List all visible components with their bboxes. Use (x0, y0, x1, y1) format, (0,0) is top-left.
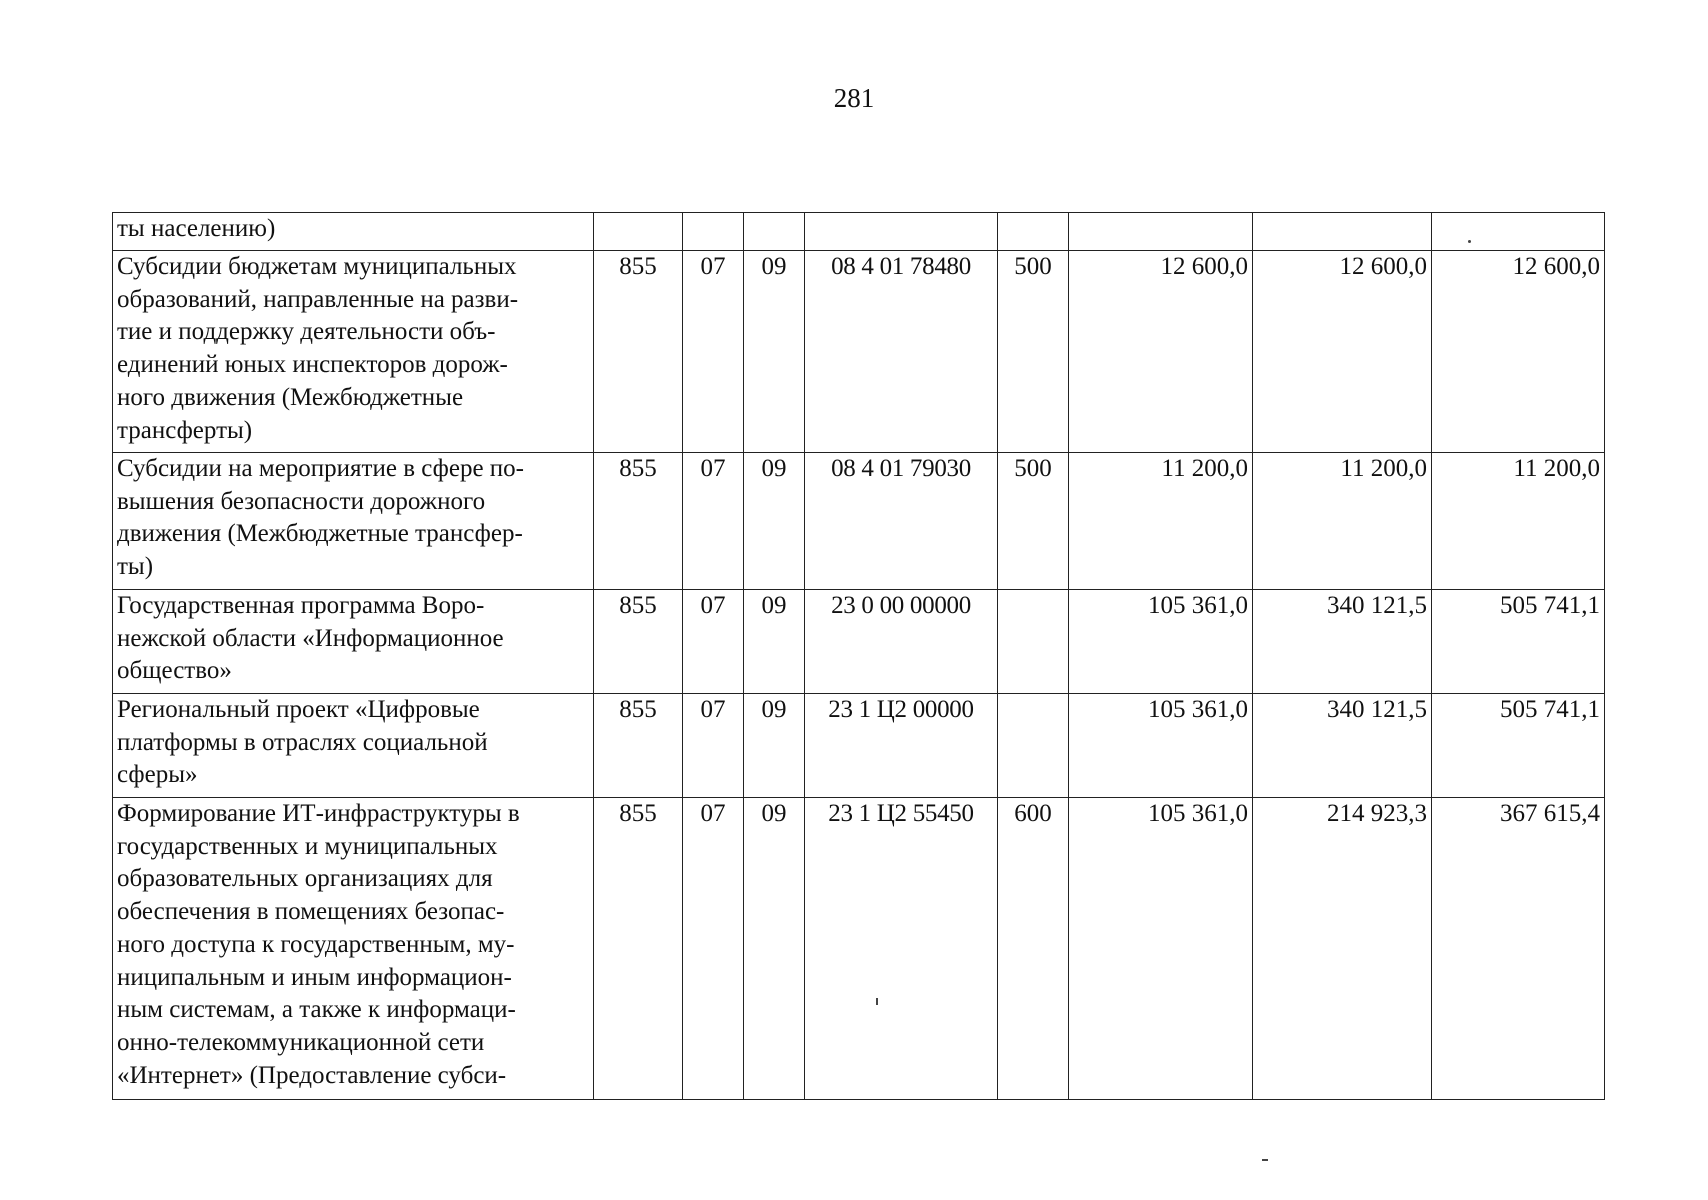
cell-sum-1 (1069, 213, 1253, 251)
description-line: ного доступа к государственным, му- (117, 930, 515, 958)
description-line: «Интернет» (Предоставление субси- (117, 1061, 507, 1089)
description-line: единений юных инспекторов дорож- (117, 351, 508, 379)
row-description (113, 251, 594, 453)
cell-sum-3 (1432, 213, 1605, 251)
cell-sum-2: 11 200,0 (1253, 453, 1432, 590)
cell-gr: 855 (594, 251, 683, 453)
cell-pr: 09 (744, 798, 805, 1100)
cell-pr: 09 (744, 453, 805, 590)
cell-vr: 600 (998, 798, 1069, 1100)
description-line: Формирование ИТ-инфраструктуры в (117, 800, 520, 827)
cell-sum-2: 340 121,5 (1253, 590, 1432, 694)
cell-sum-1: 12 600,0 (1069, 251, 1253, 453)
table-body (113, 213, 1605, 1100)
scan-speck (876, 998, 878, 1005)
description-line: ты) (117, 553, 154, 581)
cell-gr: 855 (594, 694, 683, 798)
cell-sum-3: 505 741,1 (1432, 694, 1605, 798)
cell-pr (744, 213, 805, 251)
description-line: трансферты) (117, 416, 253, 444)
cell-sum-2: 340 121,5 (1253, 694, 1432, 798)
cell-sum-1: 105 361,0 (1069, 694, 1253, 798)
description-line: движения (Межбюджетные трансфер- (117, 520, 523, 548)
cell-sum-1: 105 361,0 (1069, 798, 1253, 1100)
cell-vr: 500 (998, 251, 1069, 453)
description-line: ниципальным и иным информацион- (117, 963, 512, 991)
cell-pr: 09 (744, 694, 805, 798)
cell-csr: 08 4 01 79030 (805, 453, 998, 590)
cell-sum-1: 11 200,0 (1069, 453, 1253, 590)
row-description (113, 213, 594, 251)
description-line: обеспечения в помещениях безопас- (117, 898, 505, 926)
cell-pr: 09 (744, 251, 805, 453)
description-line: нежской области «Информационное (117, 624, 504, 652)
cell-sum-3: 505 741,1 (1432, 590, 1605, 694)
cell-sum-2: 214 923,3 (1253, 798, 1432, 1100)
cell-csr: 23 0 00 00000 (805, 590, 998, 694)
description-line: образований, направленные на разви- (117, 285, 519, 313)
row-description (113, 694, 594, 798)
table-row (113, 453, 1605, 590)
description-line: тие и поддержку деятельности объ- (117, 318, 496, 346)
row-description (113, 453, 594, 590)
page-number: 281 (833, 83, 875, 113)
description-line: ного движения (Межбюджетные (117, 383, 464, 411)
row-description (113, 798, 594, 1100)
description-line: сферы» (117, 761, 198, 789)
description-line: образовательных организациях для (117, 865, 493, 893)
description-line: Субсидии на мероприятие в сфере по- (117, 455, 524, 482)
cell-gr: 855 (594, 798, 683, 1100)
description-line: вышения безопасности дорожного (117, 487, 486, 515)
description-line: ты населению) (117, 215, 276, 242)
cell-vr (998, 213, 1069, 251)
table-row (113, 213, 1605, 251)
cell-sum-2 (1253, 213, 1432, 251)
cell-csr: 23 1 Ц2 00000 (805, 694, 998, 798)
table-row (113, 590, 1605, 694)
budget-table (112, 212, 1605, 1100)
description-line: государственных и муниципальных (117, 832, 498, 860)
scan-speck (1468, 240, 1471, 243)
cell-vr (998, 590, 1069, 694)
cell-sum-1: 105 361,0 (1069, 590, 1253, 694)
cell-sum-2: 12 600,0 (1253, 251, 1432, 453)
description-line: ным системам, а также к информаци- (117, 996, 516, 1024)
table-row (113, 798, 1605, 1100)
cell-gr: 855 (594, 453, 683, 590)
cell-csr: 08 4 01 78480 (805, 251, 998, 453)
description-line: общество» (117, 657, 232, 685)
cell-csr: 23 1 Ц2 55450 (805, 798, 998, 1100)
cell-pr: 09 (744, 590, 805, 694)
cell-rz: 07 (683, 251, 744, 453)
cell-vr (998, 694, 1069, 798)
cell-rz: 07 (683, 590, 744, 694)
cell-sum-3: 12 600,0 (1432, 251, 1605, 453)
cell-sum-3: 367 615,4 (1432, 798, 1605, 1100)
cell-gr (594, 213, 683, 251)
description-line: Государственная программа Воро- (117, 592, 485, 619)
table-row (113, 694, 1605, 798)
description-line: платформы в отраслях социальной (117, 728, 488, 756)
scan-speck (1262, 1159, 1268, 1161)
cell-rz: 07 (683, 453, 744, 590)
cell-rz (683, 213, 744, 251)
row-description (113, 590, 594, 694)
description-line: Субсидии бюджетам муниципальных (117, 253, 517, 280)
cell-csr (805, 213, 998, 251)
cell-sum-3: 11 200,0 (1432, 453, 1605, 590)
table-row (113, 251, 1605, 453)
cell-gr: 855 (594, 590, 683, 694)
cell-vr: 500 (998, 453, 1069, 590)
description-line: онно-телекоммуникационной сети (117, 1028, 485, 1056)
cell-rz: 07 (683, 694, 744, 798)
cell-rz: 07 (683, 798, 744, 1100)
description-line: Региональный проект «Цифровые (117, 696, 480, 723)
